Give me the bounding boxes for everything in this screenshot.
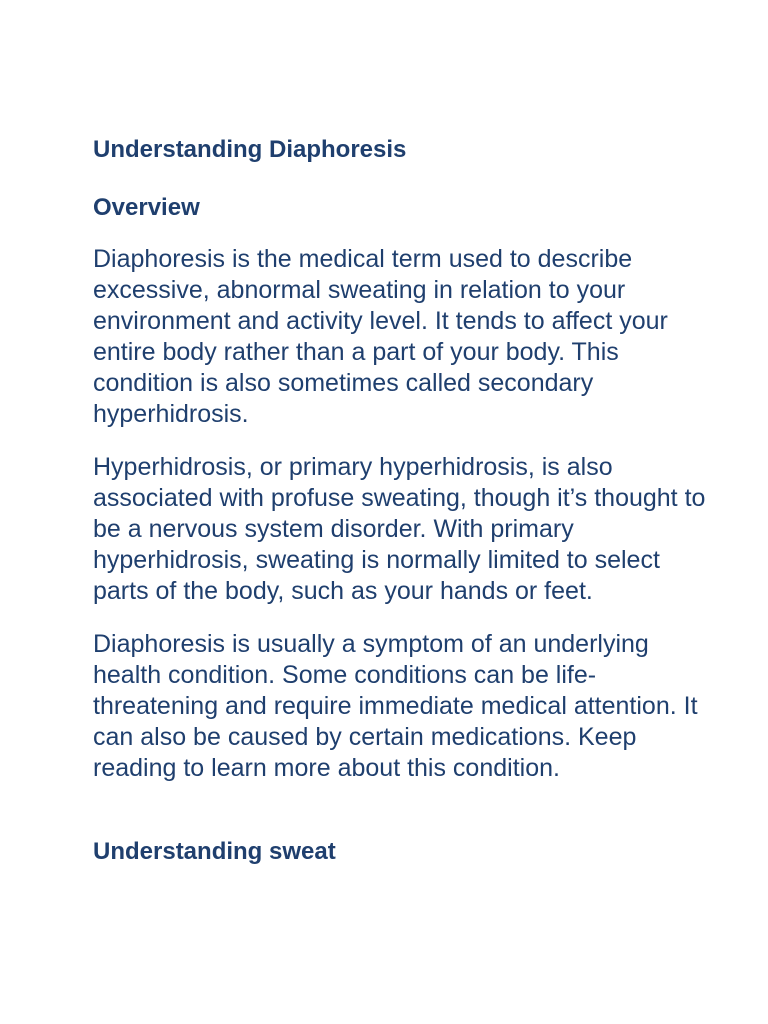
overview-paragraph-1: Diaphoresis is the medical term used to describe excessive, abnormal sweating in relation to your environment and activity level. It tends to affect your entire body rather than a part of your body. This condition is also sometimes called secondary hyperhidrosis. [93, 245, 668, 428]
document-page [93, 130, 713, 872]
section-heading-overview: Overview [93, 194, 200, 221]
section-heading-understanding-sweat: Understanding sweat [93, 838, 336, 865]
overview-paragraph-3: Diaphoresis is usually a symptom of an underlying health condition. Some conditions can be life-threatening and require immediate medical attention. It can also be caused by certain medications. Keep reading to learn more about this condition. [93, 630, 698, 782]
overview-paragraph-2: Hyperhidrosis, or primary hyperhidrosis, is also associated with profuse sweating, though it’s thought to be a nervous system disorder. With primary hyperhidrosis, sweating is normally limited to select parts of the body, such as your hands or feet. [93, 453, 706, 605]
page-title: Understanding Diaphoresis [93, 136, 407, 163]
